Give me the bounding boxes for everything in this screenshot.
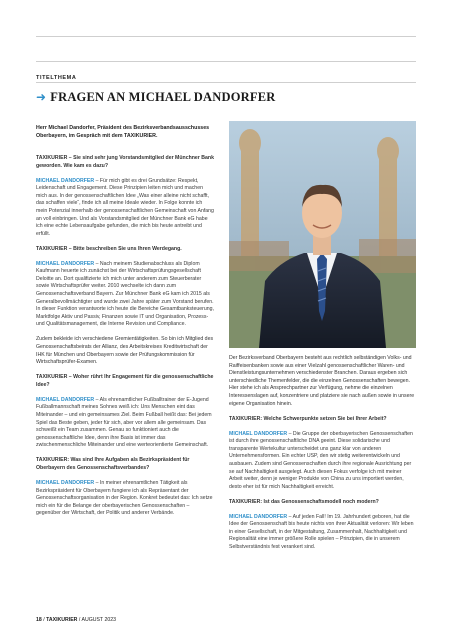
paragraph-text: – Als ehrenamtlicher Fußballtrainer der E-Jugend Fußballmannschaft meines Sohnes weiß ich: Uns Menschen eint das Miteinander – und ein gemeinsames Ziel. Beim Fußball heißt das: Bei jedem Spiel das Beste geben, jeder für sich, aber vor allem alle gemeinsam. Das schweißt ein Team zusammen. Genau so funktioniert auch die genossenschaftliche Idee, denn ihre Basis ist immer das zwischenmenschliche Miteinander und eine werteorientierte Gemeinschaft. [36,396,212,449]
interview-answer [36,178,214,239]
headline [36,90,275,105]
speaker-tag: TAXIKURIER [36,374,68,381]
right-column [229,355,416,559]
interview-answer [229,514,416,552]
interview-answer [229,431,416,492]
headline-text: FRAGEN AN MICHAEL DANDORFER [50,90,276,104]
intro-paragraph: Herr Michael Dandorfer, Präsident des Bezirksverbandsausschusses Oberbayern, im Gespräch mit dem TAXIKURIER. [36,125,210,139]
interview-answer [36,480,214,518]
body-paragraph [229,355,416,408]
speaker-tag: TAXIKURIER [36,457,68,464]
speaker-tag: MICHAEL DANDORFER [229,430,288,437]
speaker-tag: TAXIKURIER [229,498,261,505]
paragraph-text: : Ist das Genossenschaftsmodell noch modern? [260,498,379,505]
paragraph-text: – In meiner ehrenamtlichen Tätigkeit als Bezirkspräsident für Oberbayern fungiere ich als Repräsentant der Genossenschaftsorganisation in der Region. Konkret bedeutet das: Ich setze mich ein für die Belange der oberbayerischen Genossenschaften – gegenüber der Wirtschaft, der Politik und anderer Verbände. [36,479,213,517]
speaker-tag: MICHAEL DANDORFER [36,260,95,267]
paragraph-text: – Woher rührt Ihr Engagement für die genossenschaftliche Idee? [36,374,214,388]
paragraph-text: : Welche Schwerpunkte setzen Sie bei Ihrer Arbeit? [260,415,387,422]
footer-date: AUGUST 2023 [81,617,116,623]
paragraph-text: Zudem bekleide ich verschiedene Gremientätigkeiten. So bin ich Mitglied des Genossenschaftsbeirats der Allianz, des Arbeitskreises Kreditwirtschaft der IHK für München und Oberbayern sowie der Prüfungskommission für Wirtschaftsprüfer-Examen. [36,336,214,366]
page-footer: 18 / TAXIKURIER / AUGUST 2023 [36,617,116,623]
interview-question [36,457,214,472]
header-rule [36,61,416,62]
section-rule [36,82,416,83]
speaker-tag: TAXIKURIER [229,415,261,422]
footer-brand: TAXIKURIER [46,617,78,623]
interview-answer [36,397,214,450]
interview-question [36,374,214,389]
section-label: TITELTHEMA [36,75,77,81]
arrow-right-icon: ➜ [36,90,47,104]
paragraph-text: – Die Gruppe der oberbayerischen Genossenschaften ist durch ihre genossenschaftliche DNA geeint. Diese solidarische und transparente Wertekultur unterscheidet uns ganz klar von anderen Unternehmensformen. Ein echter USP, den wir stetig weiterentwickeln und ausbauen. Zudem sind Genossenschaften durch ihre regionale Ausrichtung per se auf Nachhaltigkeit ausgelegt. Auch diesen Fokus verfolge ich mit meiner Arbeit weiter, denn je weniger Produkte von China zu uns importiert werden, desto eher ist für mich Nachhaltigkeit erreicht. [229,430,413,490]
speaker-tag: MICHAEL DANDORFER [36,479,95,486]
interview-answer [36,261,214,329]
body-paragraph [36,336,214,366]
portrait-illustration [229,121,416,348]
speaker-tag: TAXIKURIER [36,245,68,252]
paragraph-text: – Bitte beschreiben Sie uns Ihren Werdegang. [67,245,182,252]
paragraph-text: – Sie sind sehr jung Vorstandsmitglied der Münchner Bank geworden. Wie kam es dazu? [36,155,214,169]
speaker-tag: MICHAEL DANDORFER [36,396,95,403]
speaker-tag: MICHAEL DANDORFER [36,177,95,184]
left-column [36,155,214,525]
portrait-photo [229,121,416,348]
interview-question [36,155,214,170]
interview-question [229,499,416,507]
speaker-tag: MICHAEL DANDORFER [229,513,288,520]
paragraph-text: Der Bezirksverband Oberbayern besteht aus rechtlich selbständigen Volks- und Raiffeisenbanken sowie aus einer Vielzahl genossenschaftlicher Waren- und Dienstleistungsunternehmen verschiedenster Branchen. Daraus ergeben sich unterschiedliche Themenfelder, die die einzelnen Genossenschaften bewegen. Hier stehe ich als Ansprechpartner zur Verfügung, nehme die einzelnen Interessenslagen auf, konzentriere und platziere sie nach außen sowie in unsere eigene Organisation hinein. [229,355,415,407]
interview-question [36,246,214,254]
interview-question [229,416,416,424]
top-rule [36,36,416,37]
page-number: 18 [36,617,42,623]
paragraph-text: – Für mich gibt es drei Grundsätze: Respekt, Leidenschaft und Engagement. Diese Prinzipien leiten mich und machen mich aus. In der genossenschaftlichen Idee „Was einer alleine nicht schafft, das schaffen viele“, finde ich all meine Ideale wieder. In Folge konnte ich mein Potenzial innerhalb der genossenschaftlichen Gemeinschaft von Anfang an voll einbringen. Und als Vorstandsmitglied der Münchner Bank eG habe ich eine echte Lebensaufgabe gefunden, die mich bis heute antreibt und erfüllt. [36,177,214,237]
paragraph-text: – Auf jeden Fall! Im 19. Jahrhundert geboren, hat die Idee der Genossenschaft bis heute nichts von ihrer Aktualität verloren: Wir leben in einer Gesellschaft, in der Mitgestaltung, Zusammenhalt, Nachhaltigkeit und Regionalität eine immer größere Rolle spielen – Prinzipien, die in unserem Selbstverständnis fest verankert sind. [229,513,414,551]
paragraph-text: – Nach meinem Studienabschluss als Diplom Kaufmann heuerte ich zunächst bei der Wirtschaftsprüfungsgesellschaft Deloitte an. Dort qualifizierte ich mich unter anderem zum Steuerberater sowie Wirtschaftsprüfer weiter. 2010 wechselte ich dann zum Genossenschaftsverband Bayern. Zur Münchner Bank eG kam ich 2015 als Generalbevollmächtigter und wurde zwei Jahre später zum Vorstand berufen. In dieser Funktion verantworte ich heute die Bereiche Gesamtbanksteuerung, Marktfolge Aktiv und Passiv, Finanzen sowie IT und Organisation, Prozess- und Qualitätsmanagement, die Interne Revision und Compliance. [36,260,214,328]
paragraph-text: : Was sind Ihre Aufgaben als Bezirkspräsident für Oberbayern des Genossenschaftsverbandes? [36,457,190,471]
speaker-tag: TAXIKURIER [36,155,68,161]
